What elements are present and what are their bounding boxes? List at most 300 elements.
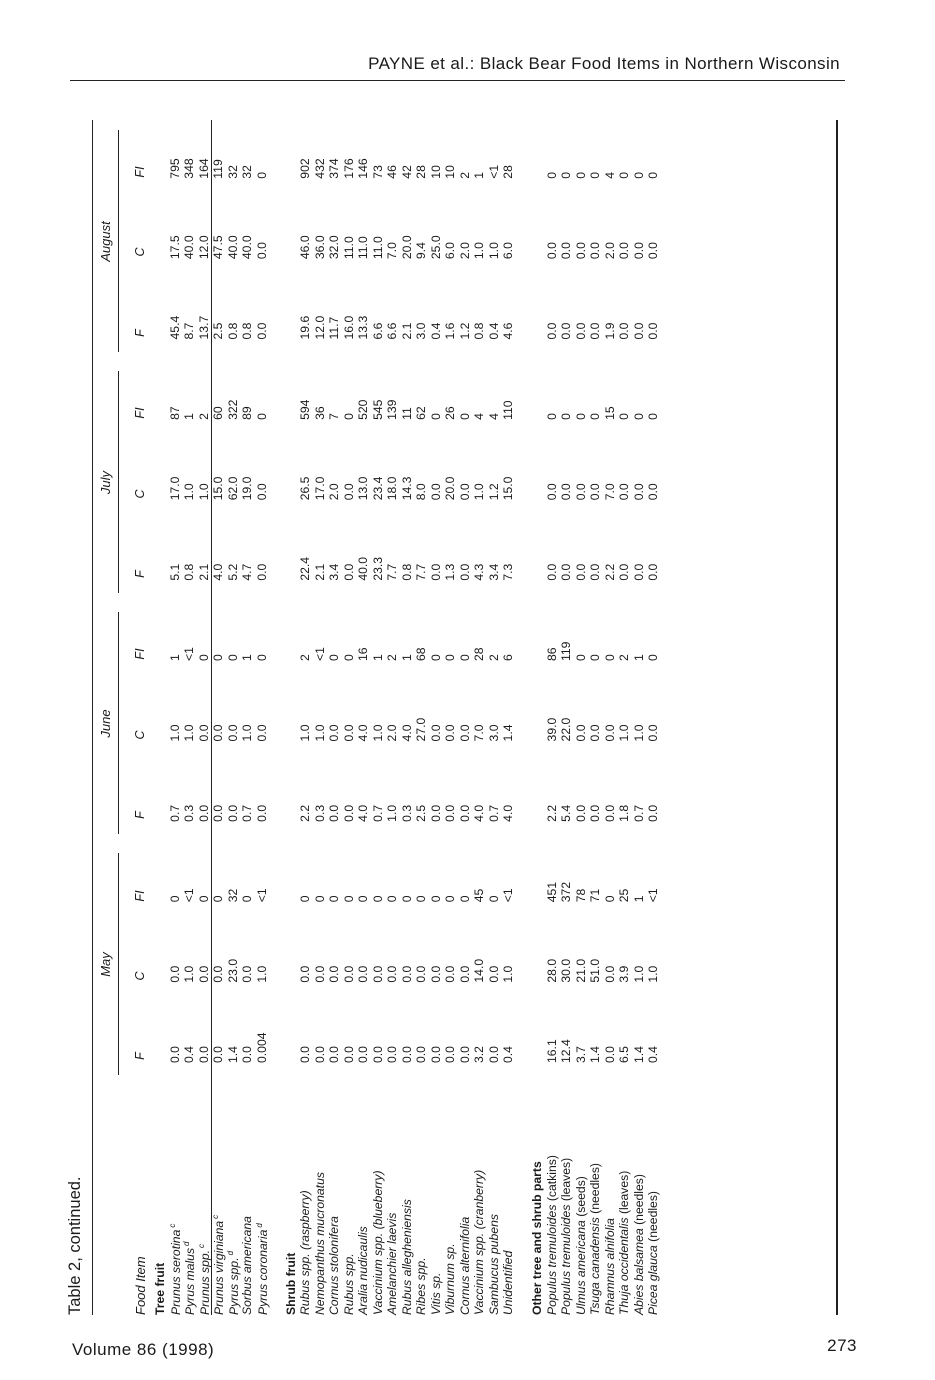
table-cell: 15.0 — [211, 476, 225, 501]
table-cell: 0.8 — [472, 322, 486, 340]
table-cell: 51.0 — [588, 958, 602, 983]
table-cell: 32 — [225, 888, 240, 903]
table-cell: 25.0 — [428, 235, 443, 260]
table-cell: 32 — [240, 165, 254, 179]
table-cell: 0.0 — [573, 563, 588, 581]
table-cell: 15.0 — [501, 476, 515, 501]
table-cell: 0 — [617, 413, 631, 420]
table-cell: 0.0 — [240, 965, 254, 983]
table-cell: 0.0 — [457, 804, 472, 822]
table-cell: 0.0 — [646, 724, 660, 742]
table-cell: 2 — [486, 654, 501, 662]
table-cell: 7.7 — [385, 563, 399, 581]
table-cell: 176 — [341, 158, 356, 179]
table-cell: 0 — [428, 413, 443, 420]
column-header: C — [133, 489, 147, 499]
table-cell: 0.0 — [544, 242, 559, 260]
table-cell: 4 — [472, 413, 486, 420]
table-cell: 0.0 — [211, 1046, 225, 1063]
table-cell: 1.0 — [646, 965, 660, 983]
table-caption: Table 2, continued. — [66, 1176, 84, 1315]
table-cell: 0.0 — [646, 804, 660, 822]
column-header: F — [133, 570, 147, 578]
table-cell: 2.5 — [414, 804, 428, 822]
table-cell: 0 — [457, 413, 472, 420]
table-cell: 19.6 — [298, 315, 312, 340]
table-cell: 0 — [428, 654, 443, 662]
table-cell: 1.0 — [385, 804, 399, 822]
table-cell: 78 — [573, 888, 588, 903]
table-cell: 0 — [327, 895, 341, 903]
table-cell: 3.7 — [573, 1046, 588, 1063]
food-item-cell — [414, 1085, 429, 1315]
header-rule — [70, 80, 845, 81]
table-cell: 1.0 — [472, 242, 486, 260]
food-item-name: Sambucus pubens — [486, 1214, 501, 1315]
table-cell: 0.0 — [631, 242, 646, 260]
table-cell: 0.4 — [182, 1046, 196, 1063]
table-cell: 14.0 — [472, 958, 486, 983]
table-cell: 0 — [631, 171, 646, 179]
table-cell: 27.0 — [414, 717, 428, 742]
table-cell: 0.0 — [428, 563, 443, 581]
table-cell: 0 — [341, 413, 356, 420]
table-cell: 6.0 — [443, 242, 457, 260]
food-item-header: Food Item — [133, 1256, 148, 1315]
table-cell: 5.1 — [167, 563, 182, 581]
table-cell: 0.0 — [341, 1046, 356, 1063]
table-body — [153, 120, 661, 1315]
table-cell: 11.0 — [341, 236, 356, 260]
table-cell: 23.3 — [370, 556, 385, 581]
food-item-cell — [646, 1085, 661, 1315]
table-cell: 1.4 — [225, 1046, 240, 1063]
table-cell: 0.8 — [240, 322, 254, 340]
food-item-name: Picea glauca — [646, 1245, 660, 1315]
footnote-mark: c — [196, 1243, 206, 1248]
table-cell: 6.5 — [617, 1046, 631, 1063]
food-item-name: Amelanchier laevis — [385, 1212, 399, 1315]
table-cell: 15 — [602, 406, 617, 420]
food-item-name: Vitis sp. — [428, 1272, 443, 1315]
table-bottom-rule — [836, 120, 838, 1315]
table-cell: 21.0 — [573, 958, 588, 983]
table-cell: 0 — [646, 171, 660, 179]
table-cell: 146 — [356, 158, 370, 179]
table-cell: 0 — [428, 895, 443, 903]
table-cell: 2.2 — [298, 804, 312, 822]
table-cell: 5.4 — [559, 804, 573, 822]
table-cell: 4.7 — [240, 563, 254, 581]
table-cell: 3.9 — [617, 965, 631, 983]
table-cell: 45 — [472, 888, 486, 903]
table-cell: 795 — [167, 158, 182, 179]
table-cell: 0 — [602, 895, 617, 903]
table-cell: 0.0 — [428, 804, 443, 822]
table-cell: 40.0 — [225, 235, 240, 260]
table-cell: 0 — [341, 654, 356, 662]
table-cell: 4 — [602, 171, 617, 179]
table-cell: 9.4 — [414, 242, 428, 260]
table-cell: 0.0 — [457, 563, 472, 581]
table-cell: 545 — [370, 399, 385, 420]
table-cell: 0 — [457, 895, 472, 903]
food-item-name: Vaccinium spp. (cranberry) — [472, 1169, 486, 1315]
table-cell: 4.0 — [399, 724, 414, 742]
table-cell: 0.0 — [312, 965, 327, 983]
table-cell: 0.0 — [602, 804, 617, 822]
table-cell: <1 — [312, 647, 327, 662]
table-cell: 68 — [414, 647, 428, 662]
table-cell: 0.0 — [559, 322, 573, 340]
table-cell: 7.0 — [602, 483, 617, 501]
table-cell: 23.0 — [225, 958, 240, 983]
table-cell: 0 — [617, 171, 631, 179]
table-cell: 87 — [167, 406, 182, 420]
table-cell: 39.0 — [544, 717, 559, 742]
table-cell: 0.3 — [182, 804, 196, 822]
table-cell: 16.0 — [341, 315, 356, 340]
table-cell: 0 — [211, 895, 225, 903]
table-cell: 4.0 — [501, 804, 515, 822]
table-cell: 36.0 — [312, 235, 327, 260]
table-top-rule — [92, 120, 93, 1315]
table-cell: 0.8 — [225, 322, 240, 340]
table-cell: 1.0 — [501, 965, 515, 983]
table-cell: 2.0 — [327, 483, 341, 501]
month-header-august: August — [98, 221, 113, 262]
table-cell: 0.0 — [240, 1046, 254, 1063]
table-cell: 1 — [182, 413, 196, 420]
food-item-name: Aralia nudicaulis — [356, 1226, 370, 1315]
table-cell: 0.0 — [341, 483, 356, 501]
table-cell: 0.0 — [356, 965, 370, 983]
month-rule-may — [118, 853, 119, 1075]
table-cell: 0.0 — [544, 322, 559, 340]
table-cell: 0 — [573, 171, 588, 179]
rotated-table — [66, 120, 838, 1315]
table-cell: 1 — [370, 654, 385, 662]
table-cell: 0 — [211, 654, 225, 662]
table-cell: 10 — [428, 165, 443, 179]
food-item-name: Thuja occidentalis — [617, 1217, 631, 1315]
table-cell: 0.3 — [399, 804, 414, 822]
table-cell: 1.4 — [631, 1046, 646, 1063]
table-cell: 0 — [559, 171, 573, 179]
food-item-name: Rubus allegheniensis — [399, 1199, 414, 1315]
table-cell: 0.0 — [588, 804, 602, 822]
food-item-cell — [603, 1085, 618, 1315]
table-cell: 0.0 — [573, 804, 588, 822]
food-item-cell — [371, 1085, 386, 1315]
table-cell: 0.004 — [254, 1032, 269, 1063]
table-cell: 1 — [631, 654, 646, 662]
food-item-name: Pyrus spp. — [227, 1257, 242, 1315]
table-cell: 0.0 — [341, 804, 356, 822]
table-cell: 0.0 — [457, 724, 472, 742]
table-cell: 0.0 — [167, 965, 182, 983]
column-header: F — [133, 329, 147, 337]
food-item-cell — [298, 1085, 313, 1315]
table-cell: 0.0 — [414, 1046, 428, 1063]
table-cell: 0.0 — [617, 563, 631, 581]
table-cell: 0.0 — [254, 804, 269, 822]
table-cell: 0 — [457, 654, 472, 662]
table-cell: 0 — [544, 413, 559, 420]
table-cell: 0.7 — [167, 804, 182, 822]
table-cell: 0 — [196, 654, 211, 662]
table-cell: 1.4 — [501, 724, 515, 742]
table-cell: 0.0 — [225, 724, 240, 742]
table-cell: 1.0 — [182, 483, 196, 501]
table-cell: 8.7 — [182, 322, 196, 340]
food-item-part: (leaves) — [617, 1170, 631, 1218]
table-cell: 0.0 — [312, 1046, 327, 1063]
table-cell: 1.0 — [617, 724, 631, 742]
food-item-cell — [617, 1085, 632, 1315]
table-cell: 0 — [573, 413, 588, 420]
table-cell: 16.1 — [544, 1039, 559, 1063]
table-cell: 2 — [617, 654, 631, 662]
food-item-name: Sorbus americana — [240, 1216, 254, 1315]
table-cell: 28 — [501, 165, 515, 179]
table-cell: 0 — [240, 895, 254, 903]
column-header: FI — [133, 890, 147, 902]
table-cell: 4.0 — [356, 804, 370, 822]
table-cell: 0 — [588, 171, 602, 179]
table-cell: 0.0 — [196, 724, 211, 742]
table-cell: 6.0 — [501, 242, 515, 260]
table-cell: 348 — [182, 158, 196, 179]
table-cell: 1.0 — [298, 724, 312, 742]
table-cell: 4.0 — [211, 563, 225, 581]
table-cell: 0.0 — [428, 483, 443, 501]
food-item-name: Ulmus americana — [573, 1220, 588, 1315]
table-cell: 0.0 — [573, 322, 588, 340]
table-cell: 30.0 — [559, 958, 573, 983]
table-cell: 0 — [385, 895, 399, 903]
table-cell: 8.0 — [414, 483, 428, 501]
table-cell: 0 — [559, 413, 573, 420]
table-cell: 0.4 — [501, 1046, 515, 1063]
table-cell: <1 — [182, 888, 196, 903]
table-cell: 2.1 — [399, 322, 414, 340]
table-cell: 86 — [544, 647, 559, 662]
table-cell: 0.0 — [631, 483, 646, 501]
table-cell: 1.6 — [443, 322, 457, 340]
table-cell: 0.0 — [385, 965, 399, 983]
table-cell: 7 — [327, 413, 341, 420]
table-cell: 17.5 — [167, 235, 182, 260]
table-cell: 0.0 — [573, 483, 588, 501]
table-cell: 28 — [414, 165, 428, 179]
food-item-cell — [327, 1085, 342, 1315]
table-cell: 6 — [501, 654, 515, 662]
food-item-cell — [487, 1085, 502, 1315]
column-header: FI — [133, 407, 147, 419]
table-cell: 23.4 — [370, 476, 385, 501]
table-cell: 0.4 — [486, 322, 501, 340]
table-cell: 2.5 — [211, 322, 225, 340]
table-cell: 0.0 — [211, 804, 225, 822]
food-item-part: (catkins) — [544, 1155, 559, 1205]
table-cell: 0.0 — [399, 965, 414, 983]
table-cell: 0 — [167, 895, 182, 903]
table-cell: 0.0 — [254, 322, 269, 340]
table-cell: 1.0 — [240, 724, 254, 742]
table-cell: 17.0 — [167, 476, 182, 501]
table-cell: 0.0 — [225, 804, 240, 822]
table-cell: 4 — [486, 413, 501, 420]
table-cell: 0.3 — [312, 804, 327, 822]
column-header: C — [133, 730, 147, 740]
table-cell: 0.7 — [486, 804, 501, 822]
table-cell: 0 — [225, 654, 240, 662]
footnote-mark: c — [211, 1214, 221, 1219]
table-cell: 2 — [457, 171, 472, 179]
food-item-part: (needles) — [646, 1191, 660, 1246]
table-cell: 4.0 — [356, 724, 370, 742]
table-cell: 0.0 — [428, 1046, 443, 1063]
table-cell: 0 — [443, 654, 457, 662]
table-cell: 0 — [588, 654, 602, 662]
table-cell: 0 — [486, 895, 501, 903]
table-cell: 1.0 — [167, 724, 182, 742]
table-cell: 0 — [254, 171, 269, 179]
month-rule-july — [118, 371, 119, 593]
table-cell: 0.0 — [254, 724, 269, 742]
table-cell: 1 — [167, 654, 182, 662]
food-item-name: Populus tremuloides — [544, 1204, 559, 1315]
table-cell: 10 — [443, 165, 457, 179]
table-cell: <1 — [646, 888, 660, 903]
table-cell: 60 — [211, 406, 225, 420]
table-cell: 26.5 — [298, 476, 312, 501]
table-cell: 0.0 — [457, 965, 472, 983]
food-item-name: Ribes spp. — [414, 1257, 428, 1315]
table-cell: 0.0 — [211, 965, 225, 983]
table-cell: 902 — [298, 158, 312, 179]
table-cell: 0 — [573, 654, 588, 662]
table-cell: 1.4 — [588, 1046, 602, 1063]
table-cell: 28 — [472, 647, 486, 662]
table-cell: 2.0 — [602, 242, 617, 260]
table-cell: 0.0 — [588, 483, 602, 501]
table-cell: 374 — [327, 158, 341, 179]
table-cell: 1.0 — [631, 965, 646, 983]
table-cell: 451 — [544, 881, 559, 903]
table-cell: 0.0 — [254, 563, 269, 581]
table-cell: 1.2 — [457, 322, 472, 340]
table-cell: 28.0 — [544, 958, 559, 983]
table-cell: 7.0 — [385, 242, 399, 260]
table-cell: 22.4 — [298, 556, 312, 581]
table-container — [66, 120, 838, 1315]
table-cell: 0.0 — [588, 724, 602, 742]
table-cell: 0.0 — [486, 965, 501, 983]
table-cell: 1.0 — [631, 724, 646, 742]
table-cell: 2 — [196, 413, 211, 420]
table-cell: 1.0 — [182, 724, 196, 742]
table-cell: 0.0 — [559, 483, 573, 501]
table-cell: 4.6 — [501, 322, 515, 340]
food-item-name: Nemopanthus mucronatus — [312, 1172, 327, 1315]
table-cell: 0.0 — [356, 1046, 370, 1063]
table-cell: 1.0 — [370, 724, 385, 742]
food-item-cell — [632, 1085, 647, 1315]
table-cell: 0 — [327, 654, 341, 662]
table-cell: 1.0 — [312, 724, 327, 742]
table-cell: <1 — [182, 647, 196, 662]
table-cell: 0.0 — [573, 724, 588, 742]
group-title: Tree fruit — [153, 1262, 167, 1315]
table-cell: 0.0 — [196, 965, 211, 983]
table-cell: 5.2 — [225, 563, 240, 581]
month-rule-august — [118, 130, 119, 352]
table-cell: 11.7 — [327, 316, 341, 340]
table-cell: 0.0 — [298, 1046, 312, 1063]
table-cell: 0.4 — [646, 1046, 660, 1063]
table-cell: 0.7 — [631, 804, 646, 822]
table-cell: 89 — [240, 406, 254, 420]
table-cell: 0.0 — [544, 563, 559, 581]
food-item-name: Prunus spp. — [198, 1249, 213, 1315]
table-cell: 0 — [443, 895, 457, 903]
table-cell: 0.0 — [428, 965, 443, 983]
table-cell: 0.0 — [602, 965, 617, 983]
table-cell: 2 — [298, 654, 312, 662]
table-cell: 2.2 — [602, 563, 617, 581]
table-cell: 17.0 — [312, 476, 327, 501]
table-cell: 0.0 — [646, 242, 660, 260]
table-cell: 7.3 — [501, 563, 515, 581]
table-cell: 4.0 — [472, 804, 486, 822]
table-cell: 0.0 — [559, 242, 573, 260]
table-cell: 0.0 — [341, 965, 356, 983]
table-cell: 0.0 — [254, 242, 269, 260]
table-cell: 62.0 — [225, 476, 240, 501]
table-cell: 0.0 — [327, 965, 341, 983]
table-cell: 110 — [501, 400, 515, 420]
table-cell: 1 — [240, 654, 254, 662]
table-cell: 3.2 — [472, 1046, 486, 1063]
table-cell: 18.0 — [385, 476, 399, 501]
food-item-name: Pyrus malus — [183, 1247, 198, 1315]
table-cell: 1.3 — [443, 563, 457, 581]
table-cell: 0.0 — [414, 965, 428, 983]
table-cell: 0 — [196, 895, 211, 903]
table-cell: 0.0 — [631, 563, 646, 581]
table-cell: 0.8 — [182, 563, 196, 581]
table-cell: 6.6 — [385, 322, 399, 340]
table-cell: 40.0 — [356, 556, 370, 581]
table-cell: 73 — [370, 165, 385, 179]
month-rule-june — [118, 612, 119, 834]
food-item-cell — [559, 1085, 574, 1315]
table-cell: 1.0 — [472, 483, 486, 501]
food-item-cell — [385, 1085, 400, 1315]
table-cell: 594 — [298, 399, 312, 420]
table-cell: 164 — [196, 158, 211, 179]
table-cell: 0.0 — [602, 1046, 617, 1063]
table-cell: 0.7 — [240, 804, 254, 822]
food-item-part: (seeds) — [573, 1176, 588, 1221]
table-cell: 0.7 — [370, 804, 385, 822]
table-cell: 119 — [211, 159, 225, 179]
table-cell: 1.2 — [486, 483, 501, 501]
table-cell: 22.0 — [559, 717, 573, 742]
table-cell: 13.3 — [356, 315, 370, 340]
